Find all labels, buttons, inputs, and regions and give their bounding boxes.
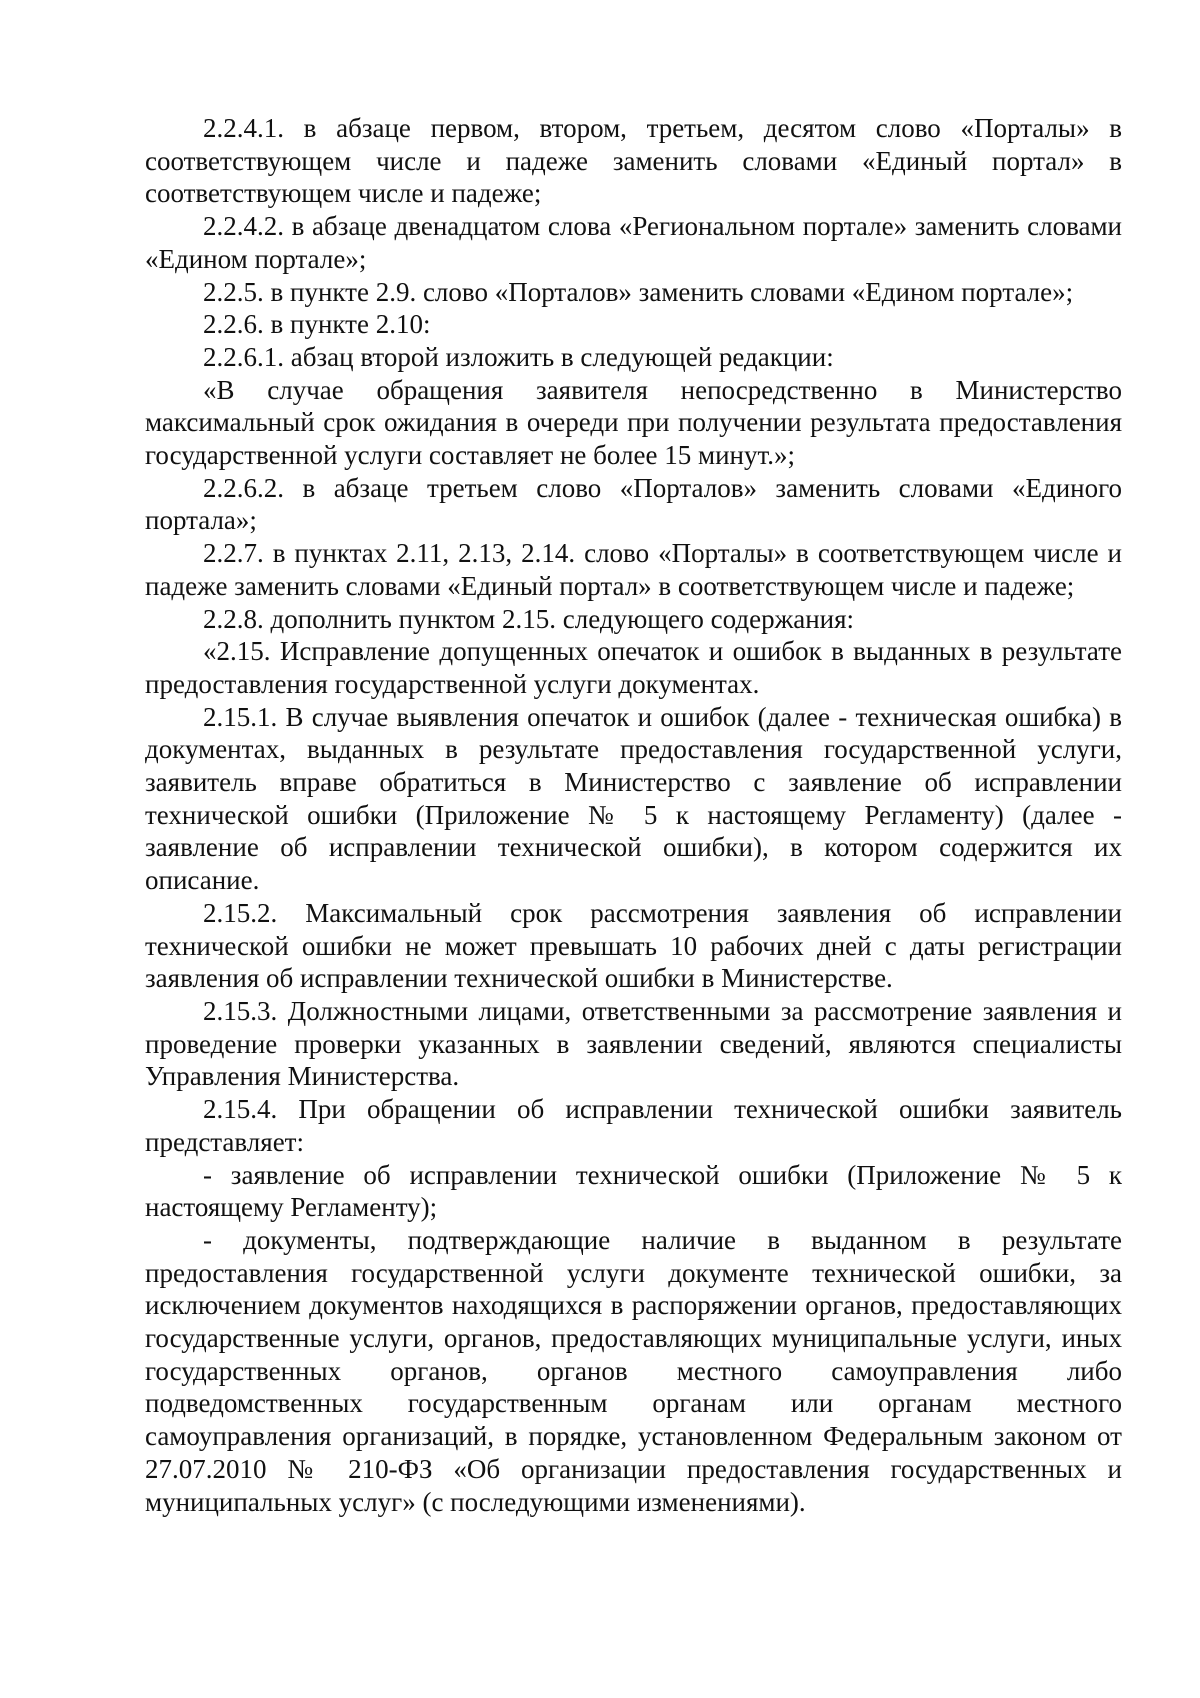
paragraph: 2.15.1. В случае выявления опечаток и ошибок (далее - техническая ошибка) в документах, выданных в результате предоставления государственной услуги, заявитель вправе обратиться в Министерство с заявление об исправлении технической ошибки (Приложение № 5 к настоящему Регламенту) (далее - заявление об исправлении технической ошибки), в котором содержится их описание. bbox=[145, 701, 1122, 896]
paragraph: 2.2.6. в пункте 2.10: bbox=[203, 309, 431, 340]
paragraph: 2.15.3. Должностными лицами, ответственными за рассмотрение заявления и проведение проверки указанных в заявлении сведений, являются специалисты Управления Министерства. bbox=[145, 995, 1122, 1092]
paragraph: 2.2.5. в пункте 2.9. слово «Порталов» заменить словами «Едином портале»; bbox=[203, 276, 1074, 307]
paragraph: 2.15.2. Максимальный срок рассмотрения заявления об исправлении технической ошибки не может превышать 10 рабочих дней с даты регистрации заявления об исправлении технической ошибки в Министерстве. bbox=[145, 897, 1122, 994]
paragraph: «В случае обращения заявителя непосредственно в Министерство максимальный срок ожидания в очереди при получении результата предоставления государственной услуги составляет не более 15 минут.»; bbox=[145, 374, 1122, 471]
paragraph: - заявление об исправлении технической ошибки (Приложение № 5 к настоящему Регламенту); bbox=[145, 1159, 1122, 1223]
paragraph: 2.2.4.2. в абзаце двенадцатом слова «Региональном портале» заменить словами «Едином портале»; bbox=[145, 211, 1122, 274]
document-page bbox=[145, 112, 1122, 1518]
paragraph: 2.2.8. дополнить пунктом 2.15. следующего содержания: bbox=[203, 603, 855, 634]
paragraph: 2.15.4. При обращении об исправлении технической ошибки заявитель представляет: bbox=[145, 1094, 1122, 1157]
paragraph: 2.2.6.1. абзац второй изложить в следующей редакции: bbox=[203, 341, 834, 372]
paragraph: «2.15. Исправление допущенных опечаток и ошибок в выданных в результате предоставления государственной услуги документах. bbox=[145, 636, 1122, 699]
paragraph: 2.2.6.2. в абзаце третьем слово «Порталов» заменить словами «Единого портала»; bbox=[145, 472, 1122, 536]
paragraph: 2.2.4.1. в абзаце первом, втором, третьем, десятом слово «Порталы» в соответствующем числе и падеже заменить словами «Единый портал» в соответствующем числе и падеже; bbox=[145, 113, 1122, 209]
paragraph: - документы, подтверждающие наличие в выданном в результате предоставления государственной услуги документе технической ошибки, за исключением документов находящихся в распоряжении органов, предоставляющих государственные услуги, органов, предоставляющих муниципальные услуги, иных государственных органов, органов местного самоуправления либо подведомственных государственным органам или органам местного самоуправления организаций, в порядке, установленном Федеральным законом от 27.07.2010 № 210-ФЗ «Об организации предоставления государственных и муниципальных услуг» (с последующими изменениями). bbox=[145, 1224, 1122, 1517]
paragraph: 2.2.7. в пунктах 2.11, 2.13, 2.14. слово «Порталы» в соответствующем числе и падеже заменить словами «Единый портал» в соответствующем числе и падеже; bbox=[145, 538, 1122, 601]
